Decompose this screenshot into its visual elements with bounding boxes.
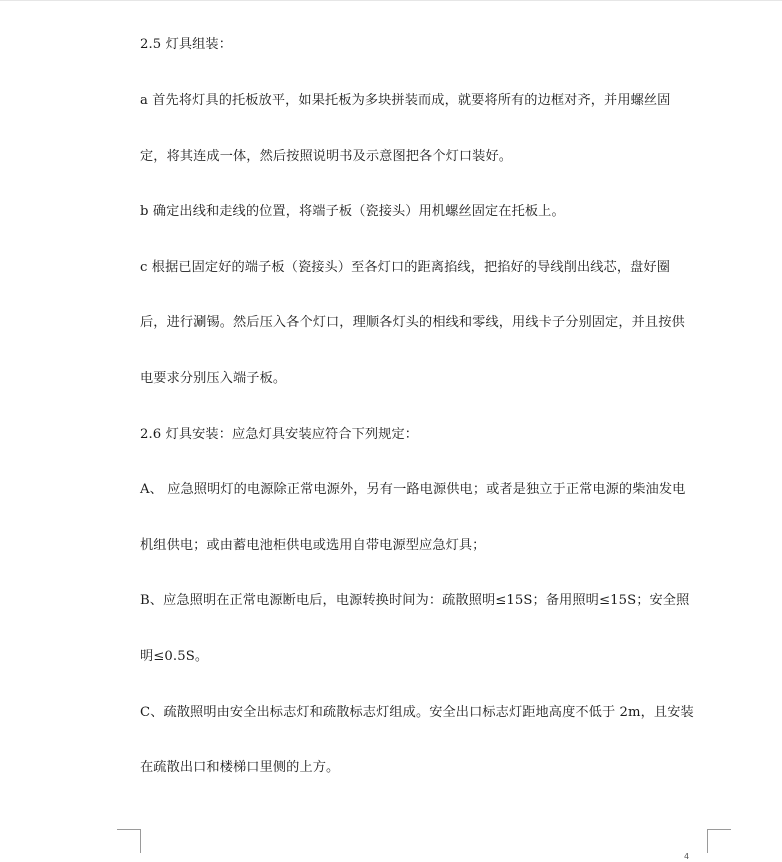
paragraph-line: A、 应急照明灯的电源除正常电源外，另有一路电源供电；或者是独立于正常电源的柴油发电 (140, 482, 686, 497)
margin-mark-left-horizontal (117, 829, 140, 830)
paragraph-line: B、应急照明在正常电源断电后，电源转换时间为：疏散照明≤15S；备用照明≤15S；安全照 (140, 593, 690, 608)
paragraph-line: 明≤0.5S。 (140, 649, 209, 664)
margin-mark-right-vertical (707, 829, 708, 853)
page-number: 4 (684, 852, 690, 861)
paragraph-line: a 首先将灯具的托板放平，如果托板为多块拼装而成，就要将所有的边框对齐，并用螺丝固 (140, 93, 671, 108)
page-top-edge (0, 0, 782, 1)
paragraph-line: 后，进行涮锡。然后压入各个灯口，理顺各灯头的相线和零线，用线卡子分别固定，并且按供 (140, 315, 685, 330)
heading-2-6: 2.6 灯具安装：应急灯具安装应符合下列规定： (140, 427, 419, 442)
margin-mark-right-horizontal (708, 829, 731, 830)
paragraph-line: C、疏散照明由安全出标志灯和疏散标志灯组成。安全出口标志灯距地高度不低于 2m，且安装 (140, 705, 694, 720)
paragraph-line: b 确定出线和走线的位置，将端子板（瓷接头）用机螺丝固定在托板上。 (140, 204, 565, 219)
paragraph-line: 在疏散出口和楼梯口里侧的上方。 (140, 760, 340, 775)
margin-mark-left-vertical (140, 829, 141, 853)
paragraph-line: 机组供电；或由蓄电池柜供电或选用自带电源型应急灯具； (140, 538, 486, 553)
heading-2-5: 2.5 灯具组装： (140, 37, 233, 52)
paragraph-line: 电要求分别压入端子板。 (140, 371, 287, 386)
paragraph-line: c 根据已固定好的端子板（瓷接头）至各灯口的距离掐线，把掐好的导线削出线芯，盘好圈 (140, 260, 670, 275)
paragraph-line: 定，将其连成一体，然后按照说明书及示意图把各个灯口装好。 (140, 149, 513, 164)
